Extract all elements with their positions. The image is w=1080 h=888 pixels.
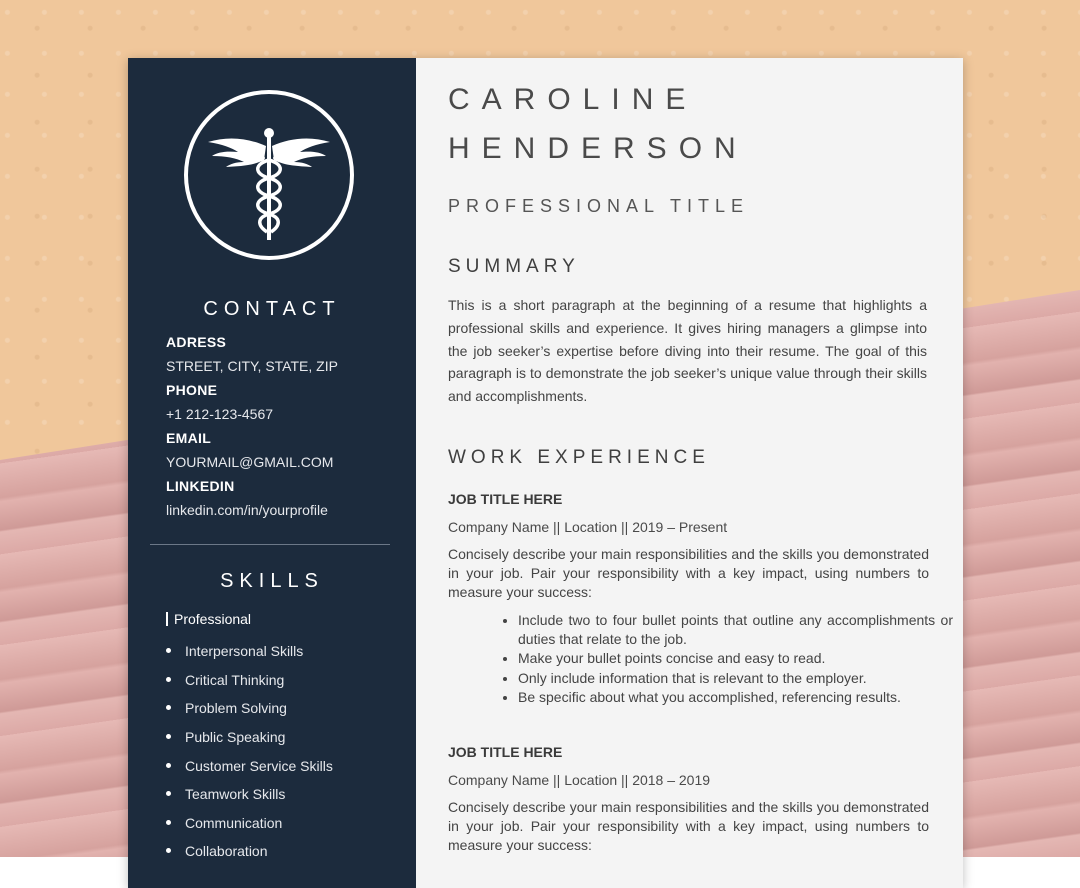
contact-label-address: ADRESS <box>166 334 227 350</box>
first-name: CAROLINE <box>448 83 698 116</box>
last-name: HENDERSON <box>448 132 748 165</box>
contact-label-linkedin: LINKEDIN <box>166 478 235 494</box>
bar-marker <box>166 612 168 626</box>
skill-item: Problem Solving <box>166 700 287 716</box>
contact-heading: CONTACT <box>203 298 341 320</box>
logo-badge <box>184 90 354 260</box>
job-description: Concisely describe your main responsibilities and the skills you demonstrated in your job. Pair your responsibility with a key impact, using numbers to measure your success: <box>448 799 929 854</box>
skill-item: Public Speaking <box>166 729 285 745</box>
contact-value-email: YOURMAIL@GMAIL.COM <box>166 454 334 470</box>
contact-list <box>166 330 406 522</box>
resume-sidebar <box>128 58 416 888</box>
skill-item: Customer Service Skills <box>166 758 333 774</box>
job-bullet: • Make your bullet points concise and easy to read. <box>518 649 953 668</box>
bullet-dot-icon <box>166 705 171 710</box>
job-description: Concisely describe your main responsibilities and the skills you demonstrated in your job. Pair your responsibility with a key impact, using numbers to measure your success: <box>448 546 929 601</box>
skill-item: Interpersonal Skills <box>166 643 303 659</box>
skills-subheading-label: Professional <box>174 611 252 627</box>
contact-value-phone: +1 212-123-4567 <box>166 406 274 422</box>
skill-item: Communication <box>166 815 282 831</box>
skills-heading: SKILLS <box>220 570 324 592</box>
summary-text: This is a short paragraph at the beginning of a resume that highlights a professional skills and experience. It gives hiring managers a glimpse into the job seeker’s expertise before diving into their resume. The goal of this paragraph is to demonstrate the job seeker’s unique value through their skills and accomplishments. <box>448 297 927 405</box>
summary-heading: SUMMARY <box>448 256 580 277</box>
bullet-dot-icon <box>166 848 171 853</box>
sidebar-divider <box>150 544 390 545</box>
job-meta: Company Name || Location || 2018 – 2019 <box>448 772 711 788</box>
skill-item: Collaboration <box>166 843 268 859</box>
caduceus-icon <box>188 94 350 256</box>
professional-title: PROFESSIONAL TITLE <box>448 196 750 216</box>
contact-value-linkedin: linkedin.com/in/yourprofile <box>166 502 328 518</box>
skills-subheading <box>166 611 251 627</box>
job-bullet-list <box>494 611 953 707</box>
resume-sheet <box>128 58 963 888</box>
bullet-dot-icon <box>166 791 171 796</box>
contact-value-address: STREET, CITY, STATE, ZIP <box>166 358 338 374</box>
contact-label-email: EMAIL <box>166 430 212 446</box>
bullet-dot-icon <box>166 734 171 739</box>
bullet-dot-icon <box>166 820 171 825</box>
job-meta: Company Name || Location || 2019 – Present <box>448 519 728 535</box>
job-title: JOB TITLE HERE <box>448 744 563 760</box>
bullet-dot-icon <box>166 648 171 653</box>
skill-item: Critical Thinking <box>166 672 284 688</box>
bullet-dot-icon <box>166 763 171 768</box>
resume-main <box>416 58 963 888</box>
job-bullet: • Include two to four bullet points that outline any accomplishments or duties that relate to the job. <box>518 611 953 649</box>
bullet-dot-icon <box>166 677 171 682</box>
skill-item: Teamwork Skills <box>166 786 285 802</box>
job-bullet: • Only include information that is relevant to the employer. <box>518 669 953 688</box>
work-experience-heading: WORK EXPERIENCE <box>448 447 710 468</box>
job-title: JOB TITLE HERE <box>448 491 563 507</box>
job-bullet: • Be specific about what you accomplished, referencing results. <box>518 688 953 707</box>
contact-label-phone: PHONE <box>166 382 218 398</box>
